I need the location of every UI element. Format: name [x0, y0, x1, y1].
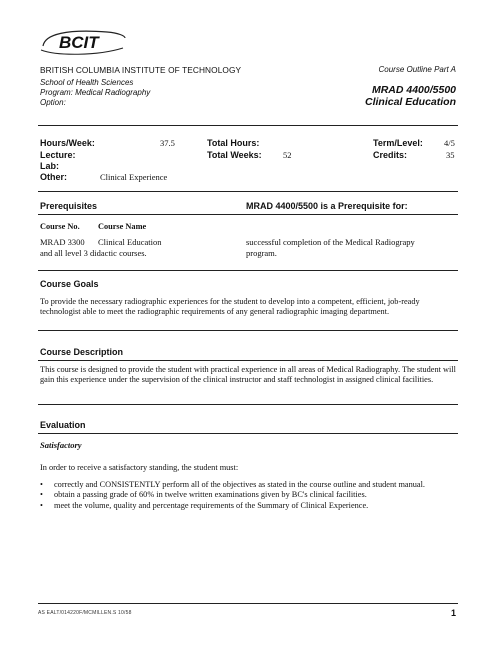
list-item: • meet the volume, quality and percentage requirements of the Summary of Clinical Experience.: [40, 501, 460, 511]
list-item: • correctly and CONSISTENTLY perform all of the objectives as stated in the course outline and student manual.: [40, 480, 460, 490]
bcit-logo: [37, 26, 129, 60]
option-label: Option:: [40, 98, 66, 107]
goals-text: To provide the necessary radiographic experiences for the student to develop into a competent, efficient, job-ready technologist able to meet the radiographic requirements of any general radiographic imaging department.: [40, 297, 420, 317]
prereq-for-line1: successful completion of the Medical Radiograpy: [246, 237, 415, 247]
lab-label: Lab:: [40, 161, 59, 171]
hours-week-value: 37.5: [160, 138, 175, 148]
total-hours-label: Total Hours:: [207, 138, 260, 148]
divider: [38, 360, 458, 361]
divider: [38, 270, 458, 271]
divider: [38, 433, 458, 434]
credits-label: Credits:: [373, 150, 408, 160]
logo-text: BCIT: [59, 33, 99, 52]
prereq-for-line2: program.: [246, 248, 277, 258]
bcit-logo-mark: [37, 26, 129, 60]
header-right: [365, 65, 456, 108]
footer-divider: [38, 603, 458, 604]
goals-heading: Course Goals: [40, 279, 99, 289]
footer-file-ref: AS EALT/014220F/MCMILLEN.S 10/58: [38, 610, 132, 616]
divider: [38, 330, 458, 331]
term-level-label: Term/Level:: [373, 138, 423, 148]
total-weeks-value: 52: [283, 150, 292, 160]
evaluation-intro: In order to receive a satisfactory standing, the student must:: [40, 463, 239, 472]
other-label: Other:: [40, 172, 67, 182]
school-name: School of Health Sciences: [40, 78, 134, 87]
header-left: [40, 65, 241, 108]
description-heading: Course Description: [40, 347, 124, 357]
evaluation-list: [40, 480, 460, 511]
hours-week-label: Hours/Week:: [40, 138, 95, 148]
divider: [38, 404, 458, 405]
total-weeks-label: Total Weeks:: [207, 150, 262, 160]
prereq-course-name: Clinical Education: [98, 237, 162, 247]
institution-name: BRITISH COLUMBIA INSTITUTE OF TECHNOLOGY: [40, 65, 242, 75]
description-text: This course is designed to provide the student with practical experience in all areas of Medical Radiography. The student will gain this experience under the supervision of the clinical instructor and staff technologist in assigned clinical facilities.: [40, 365, 456, 385]
credits-value: 35: [446, 150, 455, 160]
col-course-name: Course Name: [98, 222, 147, 231]
col-course-no: Course No.: [40, 222, 80, 231]
divider: [38, 191, 458, 192]
page-number: 1: [450, 608, 456, 618]
prereq-for-heading: MRAD 4400/5500 is a Prerequisite for:: [246, 201, 408, 211]
evaluation-subheading: Satisfactory: [40, 440, 82, 450]
program-name: Program: Medical Radiography: [40, 88, 151, 97]
prereq-course-no: MRAD 3300: [40, 237, 85, 247]
lecture-label: Lecture:: [40, 150, 76, 160]
divider: [38, 214, 458, 215]
evaluation-heading: Evaluation: [40, 420, 86, 430]
outline-label: Course Outline Part A: [378, 65, 456, 74]
prerequisites-heading: Prerequisites: [40, 201, 98, 211]
course-title: Clinical Education: [364, 96, 456, 108]
list-item: • obtain a passing grade of 60% in twelve written examinations given by BC's clinical facilities.: [40, 490, 460, 500]
divider: [38, 125, 458, 126]
prereq-note: and all level 3 didactic courses.: [40, 248, 147, 258]
course-code: MRAD 4400/5500: [371, 84, 456, 96]
other-value: Clinical Experience: [100, 172, 168, 182]
term-level-value: 4/5: [444, 138, 455, 148]
